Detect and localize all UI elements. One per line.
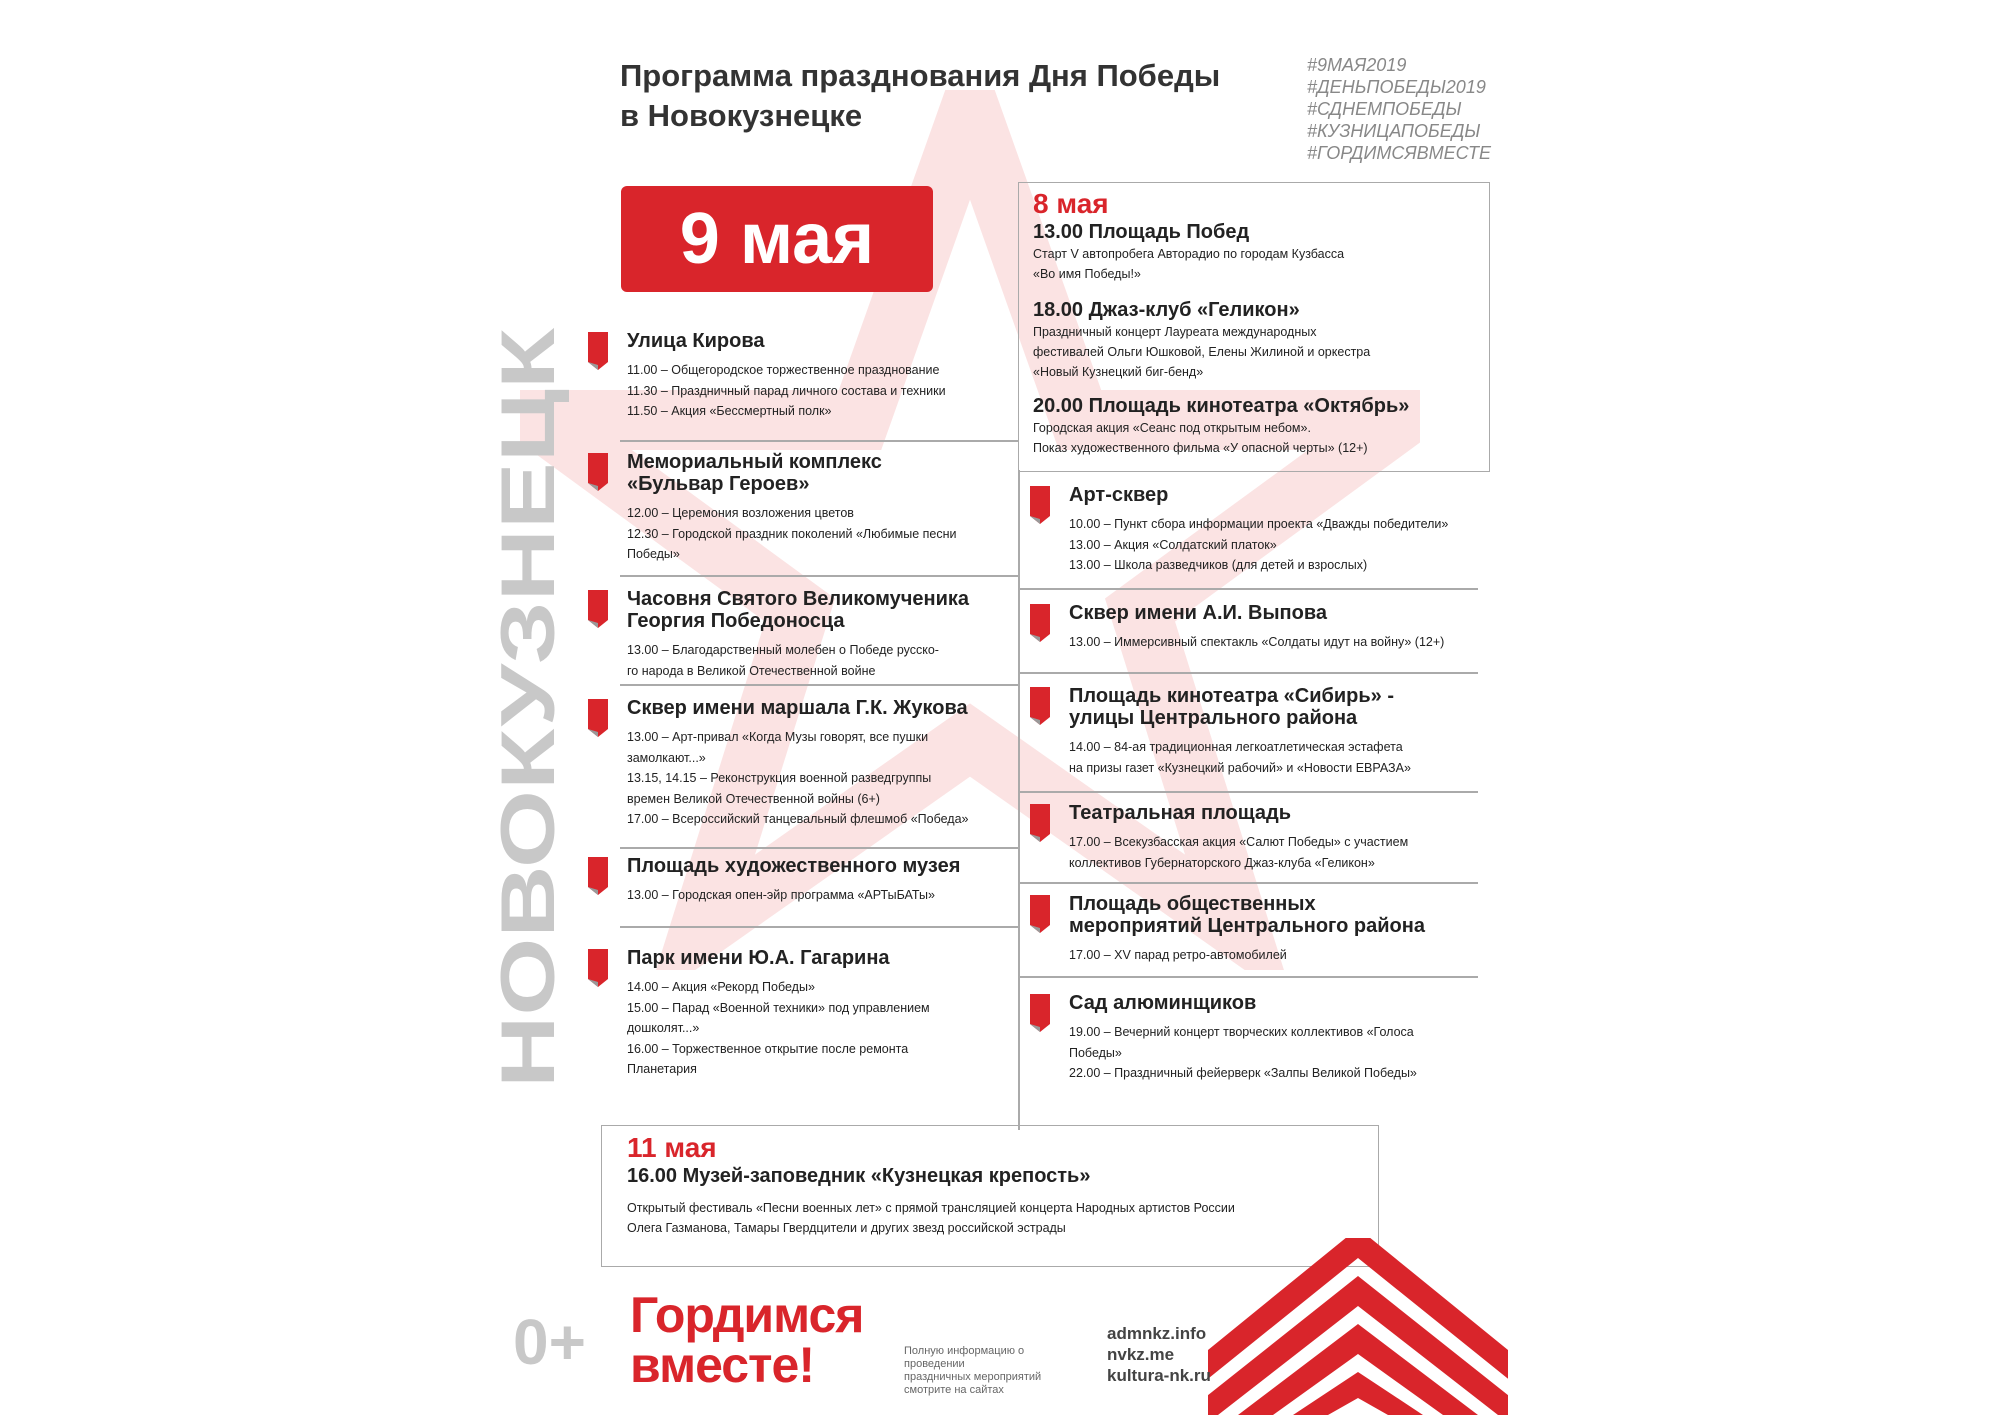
event-line: 13.15, 14.15 – Реконструкция военной разведгруппы <box>627 771 932 785</box>
event-line: 22.00 – Праздничный фейерверк «Залпы Великой Победы» <box>1069 1066 1417 1080</box>
location-marker-icon <box>585 453 611 491</box>
event-line: Планетария <box>627 1062 697 1076</box>
event-line: дошколят...» <box>627 1021 700 1035</box>
hashtag: #СДНЕМПОБЕДЫ <box>1307 99 1462 119</box>
page-title <box>620 56 1340 136</box>
divider <box>620 684 1018 686</box>
event-line: 14.00 – 84-ая традиционная легкоатлетическая эстафета <box>1069 740 1403 754</box>
may8-event-desc: Показ художественного фильма «У опасной черты» (12+) <box>1033 441 1368 455</box>
divider <box>620 926 1018 928</box>
site-links <box>1107 1323 1211 1386</box>
may8-content <box>1033 188 1483 458</box>
place-title <box>1069 893 1489 937</box>
location-marker-icon <box>585 590 611 628</box>
place-title: Сквер имени А.И. Выпова <box>1069 602 1327 624</box>
may8-event-desc: «Новый Кузнецкий биг-бенд» <box>1033 365 1204 379</box>
chevron-graphic-icon <box>1208 1238 1508 1415</box>
info-text <box>904 1345 1054 1397</box>
event-block-art-square <box>1069 484 1489 576</box>
location-marker-icon <box>1027 804 1053 842</box>
event-block-vypov-square <box>1069 602 1489 653</box>
place-title: Парк имени Ю.А. Гагарина <box>627 947 890 969</box>
event-block-gagarin-park <box>627 947 1017 1080</box>
may11-date: 11 мая <box>627 1132 717 1163</box>
hashtags <box>1307 54 1491 164</box>
vertical-city-name <box>490 318 570 1098</box>
event-line: 13.00 – Школа разведчиков (для детей и взрослых) <box>1069 558 1368 572</box>
may11-event-desc: Открытый фестиваль «Песни военных лет» с прямой трансляцией концерта Народных артистов России <box>627 1201 1235 1215</box>
place-title: Сквер имени маршала Г.К. Жукова <box>627 697 968 719</box>
may11-content <box>627 1132 1367 1238</box>
event-block-art-museum <box>627 855 1017 906</box>
event-line: 10.00 – Пункт сбора информации проекта «Дважды победители» <box>1069 517 1449 531</box>
place-title: Арт-сквер <box>1069 484 1169 506</box>
event-line: Победы» <box>1069 1045 1122 1060</box>
info-line: смотрите на сайтах <box>904 1384 1004 1396</box>
place-title: Площадь художественного музея <box>627 855 961 877</box>
hashtag: #КУЗНИЦАПОБЕДЫ <box>1307 121 1481 141</box>
place-title <box>627 451 1017 495</box>
event-line: 17.00 – Всероссийский танцевальный флешмоб «Победа» <box>627 812 969 826</box>
event-block-zhukov <box>627 697 1017 830</box>
divider <box>620 575 1018 577</box>
event-line: Победы» <box>627 547 680 561</box>
divider <box>1018 672 1478 674</box>
place-title <box>627 588 1017 632</box>
event-line: го народа в Великой Отечественной войне <box>627 663 876 678</box>
event-line: 11.50 – Акция «Бессмертный полк» <box>627 404 832 418</box>
may11-event-title: 16.00 Музей-заповедник «Кузнецкая крепость» <box>627 1165 1091 1187</box>
event-block-public-events-square <box>1069 893 1489 966</box>
place-title-line: Часовня Святого Великомученика <box>627 588 970 610</box>
place-title-line: улицы Центрального района <box>1069 707 1358 729</box>
event-line: на призы газет «Кузнецкий рабочий» и «Новости ЕВРАЗА» <box>1069 760 1411 775</box>
main-date-badge: 9 мая <box>621 186 933 292</box>
divider <box>1018 791 1478 793</box>
location-marker-icon <box>1027 895 1053 933</box>
place-title-line: Георгия Победоносца <box>627 610 845 632</box>
place-title-line: Площадь общественных <box>1069 893 1316 915</box>
event-line: 12.30 – Городской праздник поколений «Любимые песни <box>627 526 957 541</box>
place-title-line: Мемориальный комплекс <box>627 451 882 473</box>
event-block-sibir <box>1069 685 1489 778</box>
may8-event-title: 13.00 Площадь Побед <box>1033 221 1250 243</box>
may8-event-desc: Праздничный концерт Лауреата международных <box>1033 325 1317 339</box>
divider <box>1018 976 1478 978</box>
place-title <box>1069 685 1489 729</box>
place-title: Сад алюминщиков <box>1069 992 1257 1014</box>
event-line: 11.00 – Общегородское торжественное празднование <box>627 363 940 377</box>
event-line: 14.00 – Акция «Рекорд Победы» <box>627 980 815 994</box>
may11-event-desc: Олега Газманова, Тамары Гвердцители и других звезд российской эстрады <box>627 1221 1066 1235</box>
event-line: 13.00 – Акция «Солдатский платок» <box>1069 537 1277 552</box>
event-block-chapel <box>627 588 1017 681</box>
divider <box>1018 882 1478 884</box>
event-block-kirova <box>627 330 1017 422</box>
site-link[interactable]: admnkz.info <box>1107 1324 1207 1343</box>
title-line-2: в Новокузнецке <box>620 98 863 133</box>
location-marker-icon <box>585 699 611 737</box>
place-title: Улица Кирова <box>627 330 765 352</box>
info-line: Полную информацию о проведении <box>904 1345 1025 1370</box>
may8-event-desc: Городская акция «Сеанс под открытым небом». <box>1033 421 1311 435</box>
event-block-theatre-square <box>1069 802 1489 873</box>
place-title-line: мероприятий Центрального района <box>1069 915 1425 937</box>
event-line: 15.00 – Парад «Военной техники» под управлением <box>627 1000 930 1015</box>
hashtag: #ГОРДИМСЯВМЕСТЕ <box>1307 143 1492 163</box>
place-title: Театральная площадь <box>1069 802 1292 824</box>
divider <box>620 440 1018 442</box>
event-block-boulevard <box>627 451 1017 565</box>
location-marker-icon <box>1027 604 1053 642</box>
location-marker-icon <box>1027 486 1053 524</box>
location-marker-icon <box>585 949 611 987</box>
may8-event-title: 18.00 Джаз-клуб «Геликон» <box>1033 299 1300 321</box>
title-line-1: Программа празднования Дня Победы <box>620 58 1221 93</box>
may8-event-title: 20.00 Площадь кинотеатра «Октябрь» <box>1033 395 1410 417</box>
event-line: 11.30 – Праздничный парад личного состава и техники <box>627 383 946 398</box>
location-marker-icon <box>1027 994 1053 1032</box>
may8-event-desc: «Во имя Победы!» <box>1033 267 1141 281</box>
event-line: 17.00 – XV парад ретро-автомобилей <box>1069 948 1287 962</box>
column-divider <box>1018 470 1020 1130</box>
hashtag: #ДЕНЬПОБЕДЫ2019 <box>1307 77 1486 97</box>
event-line: 12.00 – Церемония возложения цветов <box>627 506 854 520</box>
slogan <box>630 1287 864 1393</box>
event-line: 13.00 – Иммерсивный спектакль «Солдаты идут на войну» (12+) <box>1069 635 1445 649</box>
divider <box>1018 588 1478 590</box>
site-link[interactable]: kultura-nk.ru <box>1107 1366 1211 1385</box>
location-marker-icon <box>585 332 611 370</box>
place-title-line: Площадь кинотеатра «Сибирь» - <box>1069 685 1395 707</box>
event-line: времен Великой Отечественной войны (6+) <box>627 791 880 806</box>
event-line: 16.00 – Торжественное открытие после ремонта <box>627 1041 909 1056</box>
info-line: праздничных мероприятий <box>904 1371 1042 1383</box>
place-title-line: «Бульвар Героев» <box>627 473 810 495</box>
may8-date: 8 мая <box>1033 188 1109 219</box>
event-block-aluminum-garden <box>1069 992 1489 1084</box>
event-line: 17.00 – Всекузбасская акция «Салют Победы» с участием <box>1069 835 1409 849</box>
may8-event-desc: Старт V автопробега Авторадио по городам Кузбасса <box>1033 247 1345 261</box>
location-marker-icon <box>585 857 611 895</box>
event-line: 19.00 – Вечерний концерт творческих коллективов «Голоса <box>1069 1025 1414 1039</box>
vertical-city-text: НОВОКУЗНЕЦК <box>490 511 570 1088</box>
divider <box>620 847 1018 849</box>
may8-event-desc: фестивалей Ольги Юшковой, Елены Жилиной и оркестра <box>1033 345 1371 359</box>
site-link[interactable]: nvkz.me <box>1107 1345 1175 1364</box>
slogan-line: вместе! <box>630 1337 814 1393</box>
event-line: замолкают...» <box>627 750 706 765</box>
age-rating: 0+ <box>513 1306 586 1378</box>
event-line: коллективов Губернаторского Джаз-клуба «Геликон» <box>1069 855 1375 870</box>
slogan-line: Гордимся <box>630 1287 864 1343</box>
hashtag: #9МАЯ2019 <box>1307 55 1407 75</box>
event-line: 13.00 – Благодарственный молебен о Победе русско- <box>627 643 939 657</box>
location-marker-icon <box>1027 687 1053 725</box>
event-line: 13.00 – Городская опен-эйр программа «АРТыБАТы» <box>627 888 935 902</box>
event-line: 13.00 – Арт-привал «Когда Музы говорят, все пушки <box>627 730 929 744</box>
